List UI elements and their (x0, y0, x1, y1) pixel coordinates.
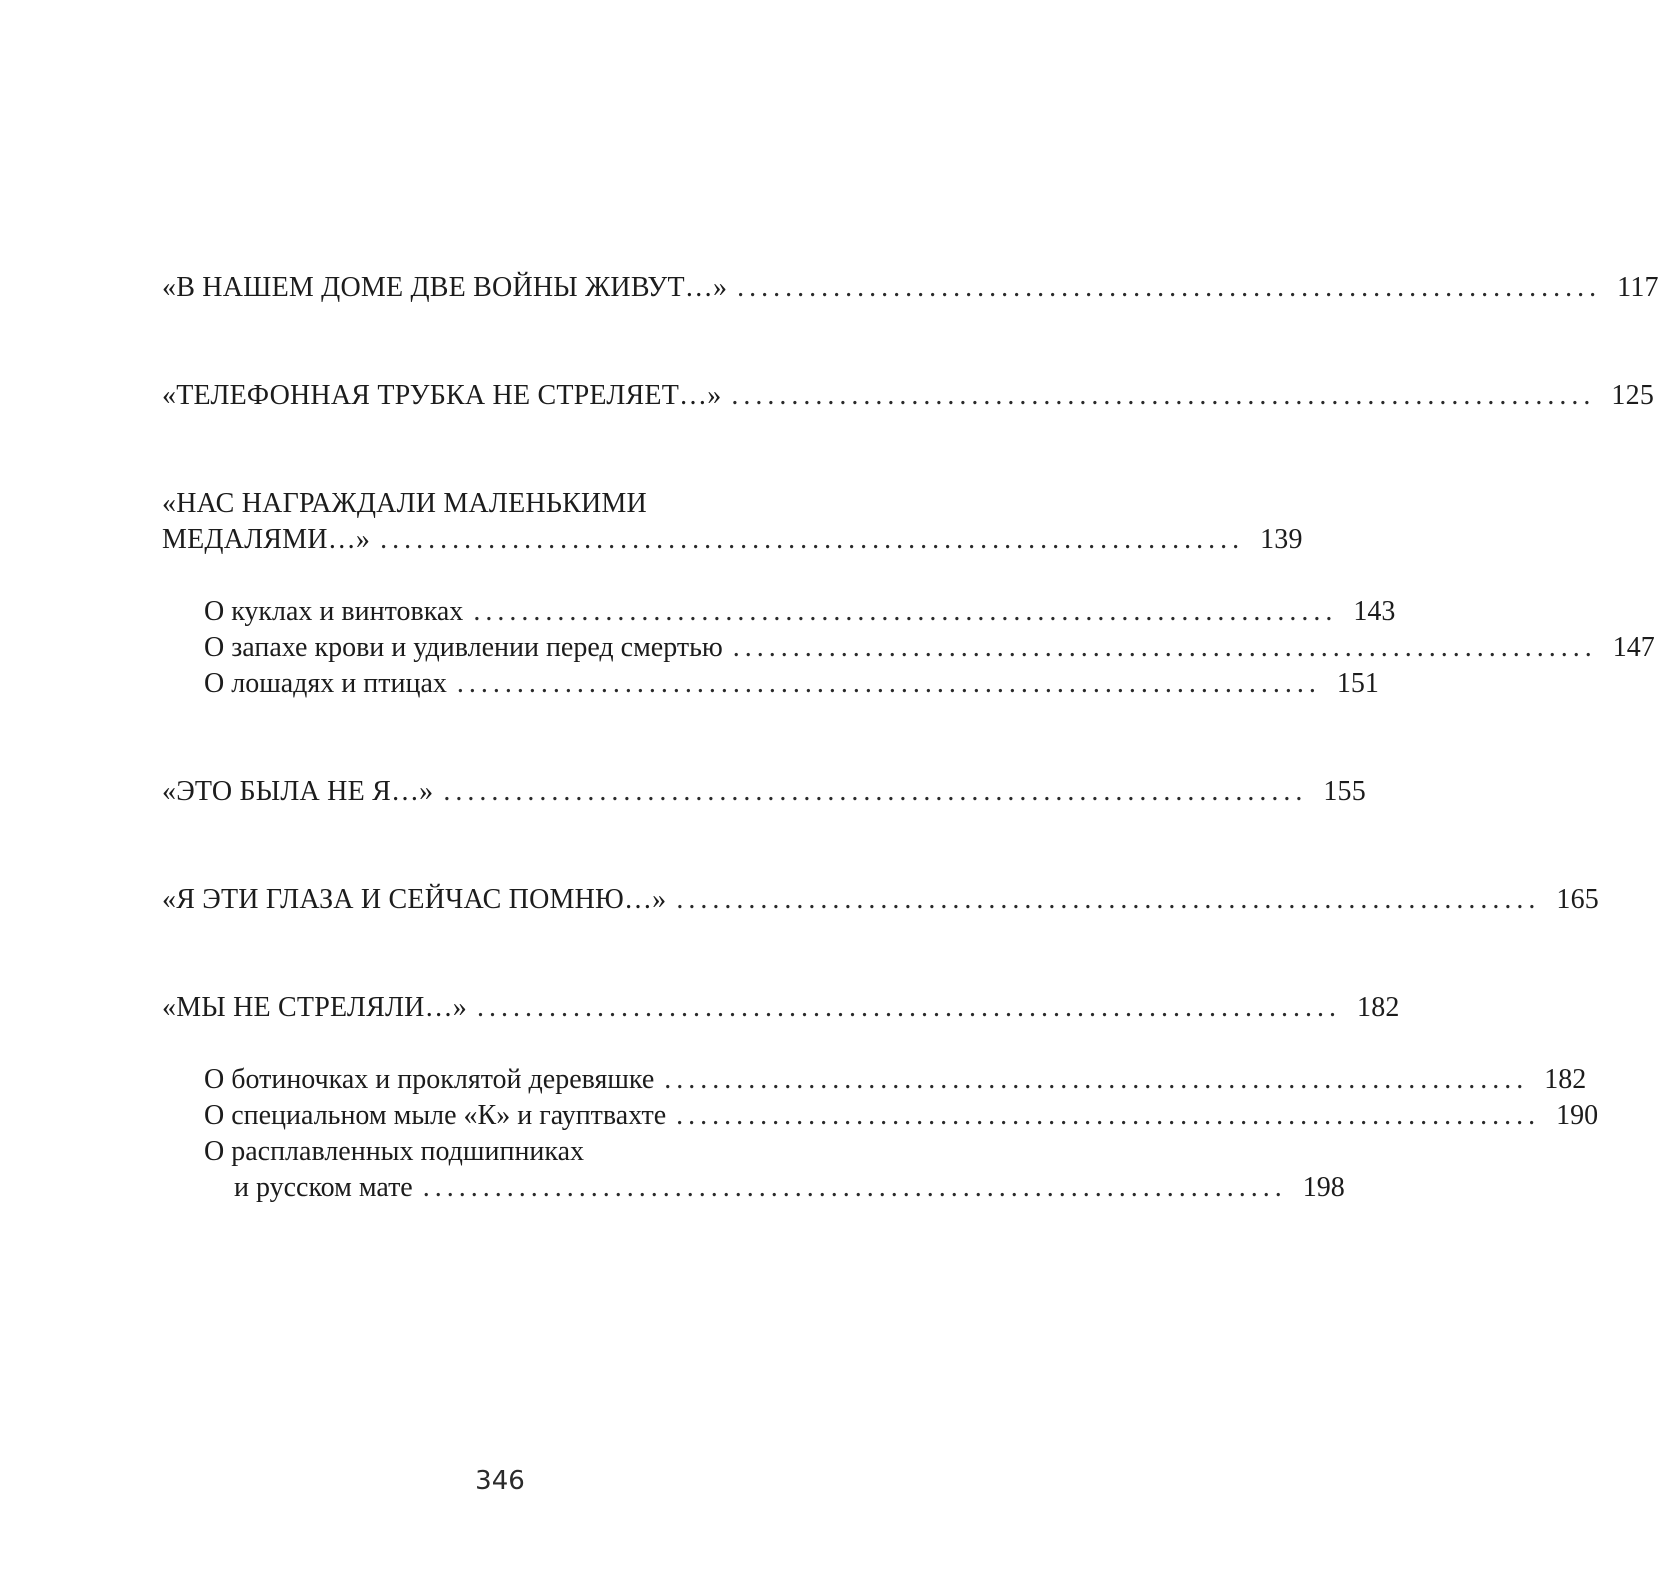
entry-title: О запахе крови и удивлении перед смертью (204, 632, 723, 663)
toc-subentry (234, 1172, 1345, 1204)
page-number: 346 (475, 1466, 525, 1496)
entry-page: 139 (1260, 524, 1303, 555)
dot-leader: ........................................................................ (737, 272, 1602, 303)
dot-leader: ........................................................................ (477, 992, 1342, 1023)
toc-entry (162, 884, 1599, 916)
dot-leader: ........................................................................ (732, 632, 1597, 663)
entry-title-line2: и русском мате (234, 1172, 413, 1203)
toc-subentry (204, 1064, 1587, 1096)
entry-title: «ТЕЛЕФОННАЯ ТРУБКА НЕ СТРЕЛЯЕТ…» (162, 380, 722, 411)
dot-leader: ........................................................................ (664, 1064, 1529, 1095)
dot-leader: ........................................................................ (676, 1100, 1541, 1131)
entry-page: 147 (1612, 632, 1655, 663)
entry-title: «Я ЭТИ ГЛАЗА И СЕЙЧАС ПОМНЮ…» (162, 884, 667, 915)
entry-title: О специальном мыле «К» и гауптвахте (204, 1100, 667, 1131)
dot-leader: ........................................................................ (443, 776, 1308, 807)
toc-subentry (204, 632, 1655, 664)
entry-page: 190 (1556, 1100, 1599, 1131)
entry-page: 165 (1556, 884, 1599, 915)
entry-page: 143 (1353, 596, 1396, 627)
entry-page: 125 (1611, 380, 1655, 411)
entry-title: О куклах и винтовках (204, 596, 464, 627)
entry-title-line2: МЕДАЛЯМИ…» (162, 524, 371, 555)
entry-title: «В НАШЕМ ДОМЕ ДВЕ ВОЙНЫ ЖИВУТ…» (162, 272, 728, 303)
toc-entry (162, 776, 1366, 808)
entry-title: О лошадях и птицах (204, 668, 447, 699)
entry-page: 182 (1357, 992, 1400, 1023)
dot-leader: ........................................................................ (456, 668, 1321, 699)
entry-page: 151 (1336, 668, 1379, 699)
toc-subentry (204, 668, 1379, 700)
entry-page: 155 (1323, 776, 1366, 807)
toc-entry (162, 380, 1655, 412)
dot-leader: ........................................................................ (473, 596, 1338, 627)
dot-leader: ........................................................................ (731, 380, 1596, 411)
toc-entry (162, 272, 1659, 304)
entry-title: О ботиночках и проклятой деревяшке (204, 1064, 655, 1095)
toc-entry (162, 524, 1303, 556)
entry-title: «ЭТО БЫЛА НЕ Я…» (162, 776, 434, 807)
dot-leader: ........................................................................ (676, 884, 1541, 915)
toc-subentry (204, 1100, 1599, 1132)
entry-page: 182 (1544, 1064, 1587, 1095)
entry-page: 117 (1617, 272, 1659, 303)
entry-page: 198 (1302, 1172, 1345, 1203)
dot-leader: ........................................................................ (380, 524, 1245, 555)
entry-title-line1: «НАС НАГРАЖДАЛИ МАЛЕНЬКИМИ (162, 488, 647, 519)
entry-title: «МЫ НЕ СТРЕЛЯЛИ…» (162, 992, 468, 1023)
dot-leader: ........................................................................ (422, 1172, 1287, 1203)
entry-title-line1: О расплавленных подшипниках (204, 1136, 585, 1167)
toc-entry (162, 992, 1400, 1024)
toc-subentry (204, 596, 1396, 628)
